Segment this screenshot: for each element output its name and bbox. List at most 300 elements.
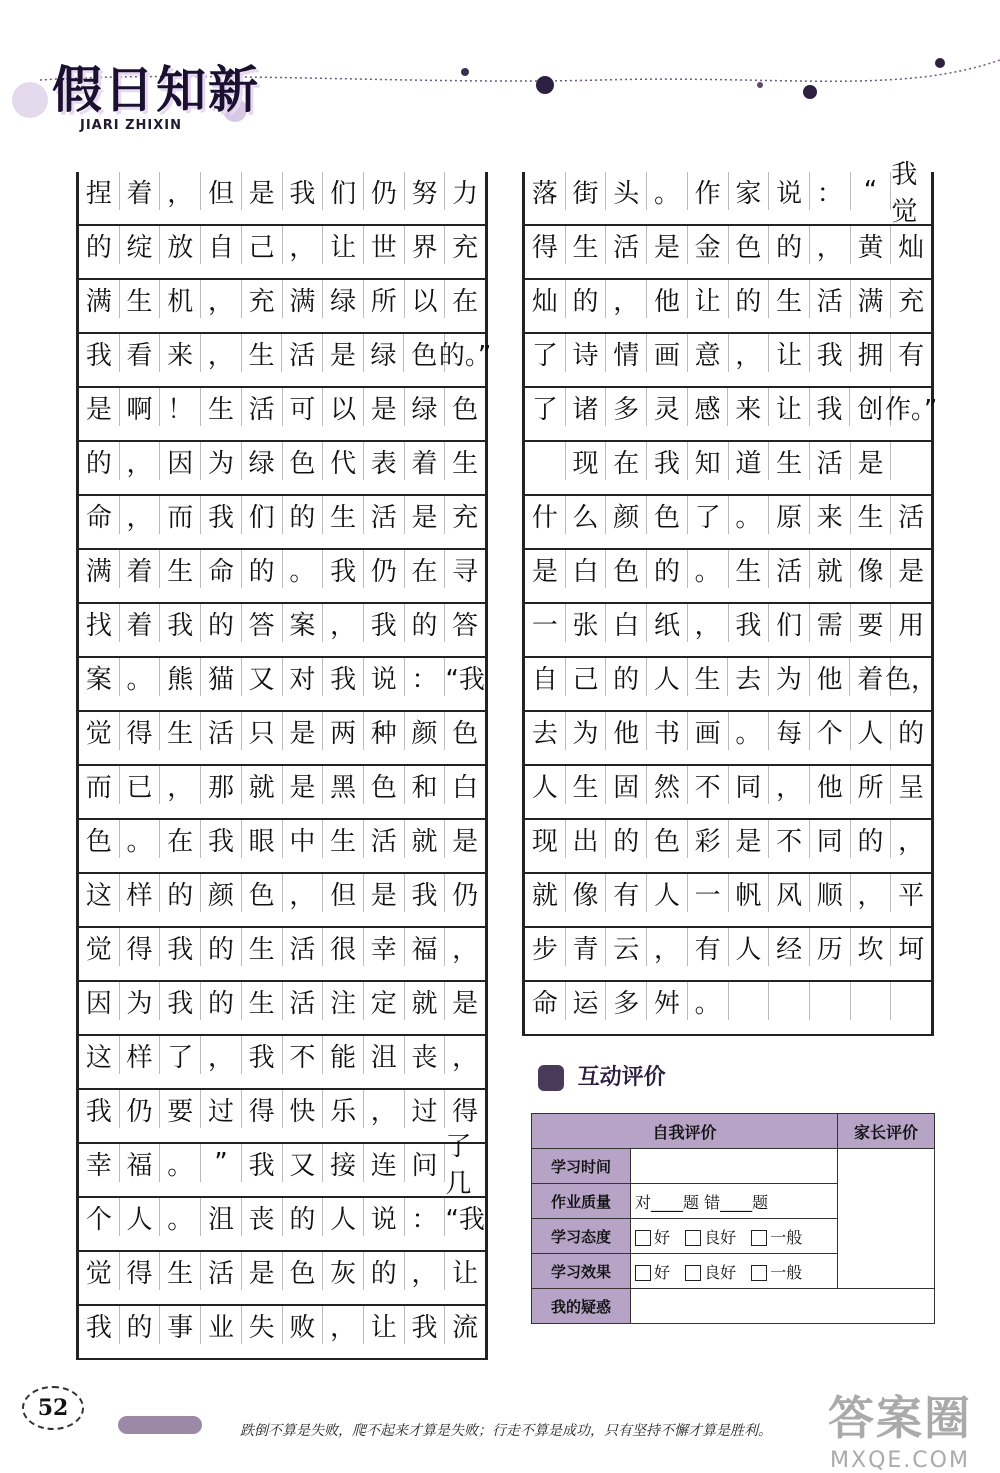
grid-cell: 一 — [688, 874, 729, 912]
grid-cell: 人 — [851, 712, 892, 750]
grid-cell: ， — [201, 1036, 242, 1074]
grid-cell: 颜 — [405, 712, 446, 750]
grid-cell: 道 — [729, 442, 770, 480]
grid-cell: 命 — [79, 496, 120, 534]
footer-motto: 跌倒不算是失败，爬不起来才算是失败；行走不算是成功，只有坚持不懈才算是胜利。 — [240, 1423, 772, 1439]
grid-cell: 让 — [688, 280, 729, 318]
grid-cell: ， — [898, 826, 925, 857]
grid-cell: 来 — [810, 496, 851, 534]
grid-cell: 我 — [201, 496, 242, 534]
grid-cell: 每 — [769, 712, 810, 750]
grid-cell: 觉 — [79, 1252, 120, 1290]
header — [0, 0, 1000, 160]
row-label: 我的疑惑 — [532, 1289, 631, 1324]
grid-cell: ， — [647, 928, 688, 966]
grid-cell: 绿 — [405, 388, 446, 426]
grid-cell: 能 — [323, 1036, 364, 1074]
grid-cell: 的 — [242, 550, 283, 588]
grid-cell: ， — [606, 280, 647, 318]
grid-cell: 因 — [79, 982, 120, 1020]
grid-cell: 创 — [850, 388, 891, 426]
grid-cell: “ — [851, 172, 892, 210]
grid-cell: 他 — [810, 658, 851, 696]
grid-cell: 活 — [898, 502, 925, 533]
grid-cell: 去 — [728, 658, 769, 696]
grid-cell: ： — [810, 172, 851, 210]
grid-cell: 命 — [525, 982, 566, 1020]
grid-cell: 色 — [242, 874, 283, 912]
grid-cell: 很 — [323, 928, 364, 966]
grid-cell: 为 — [120, 982, 161, 1020]
grid-row — [79, 604, 485, 658]
grid-row — [79, 1198, 485, 1252]
grid-cell: 的 — [606, 820, 647, 858]
grid-cell: 了 — [160, 1036, 201, 1074]
grid-row — [79, 280, 485, 334]
grid-cell: 诸 — [566, 388, 607, 426]
grid-cell: ， — [120, 496, 161, 534]
grid-cell: 案 — [283, 604, 324, 642]
grid-cell: 以 — [405, 280, 446, 318]
grid-cell: 像 — [566, 874, 607, 912]
grid-cell: 熊 — [160, 658, 201, 696]
logo-title: 假日知新 — [52, 61, 260, 119]
grid-cell — [891, 442, 931, 480]
grid-cell — [525, 442, 566, 480]
grid-cell: 画 — [688, 712, 729, 750]
grid-cell: 生 — [323, 820, 364, 858]
grid-cell: 为 — [566, 712, 607, 750]
grid-cell: 黑 — [323, 766, 364, 804]
grid-cell: 头 — [606, 172, 647, 210]
grid-cell: 但 — [201, 172, 242, 210]
grid-cell: 绽 — [120, 226, 161, 264]
grid-cell: 是 — [525, 550, 566, 588]
grid-cell: 自 — [201, 226, 242, 264]
grid-cell: 了几 — [445, 1132, 472, 1199]
grid-cell: 。 — [729, 496, 770, 534]
grid-cell: 人 — [323, 1198, 364, 1236]
grid-cell: 有 — [898, 340, 925, 371]
grid-cell: “我 — [445, 1204, 485, 1235]
grid-cell: 得 — [120, 1252, 161, 1290]
grid-cell: 为 — [201, 442, 242, 480]
grid-cell: 活 — [364, 820, 405, 858]
grid-cell: 充 — [452, 502, 479, 533]
grid-cell: 活 — [606, 226, 647, 264]
grid-cell: 注 — [323, 982, 364, 1020]
grid-cell: 。 — [729, 712, 770, 750]
grid-cell: 纸 — [647, 604, 688, 642]
grid-cell: 的 — [79, 442, 120, 480]
grid-cell: 的 — [851, 820, 892, 858]
grid-cell: 不 — [688, 766, 729, 804]
grid-cell: 用 — [898, 610, 925, 641]
grid-cell: 乐 — [323, 1090, 364, 1128]
grid-cell: 们 — [769, 604, 810, 642]
grid-cell: 作 — [688, 172, 729, 210]
grid-cell: 问 — [405, 1144, 446, 1182]
checkbox[interactable] — [685, 1230, 701, 1246]
grid-cell: 让 — [364, 1306, 405, 1344]
grid-row — [525, 604, 931, 658]
grid-cell: 街 — [566, 172, 607, 210]
grid-cell: 么 — [566, 496, 607, 534]
grid-row — [525, 658, 938, 712]
grid-row — [525, 874, 931, 928]
grid-row — [525, 226, 931, 280]
grid-cell: 他 — [647, 280, 688, 318]
grid-cell: 。 — [688, 982, 729, 1020]
grid-cell: 同 — [810, 820, 851, 858]
grid-cell: 沮 — [201, 1198, 242, 1236]
grid-cell: 找 — [79, 604, 120, 642]
grid-row — [79, 874, 485, 928]
grid-cell: 连 — [364, 1144, 405, 1182]
grid-cell: 的 — [647, 550, 688, 588]
grid-cell: 生 — [688, 658, 729, 696]
grid-cell: 活 — [364, 496, 405, 534]
grid-cell: 灵 — [647, 388, 688, 426]
grid-row — [525, 280, 931, 334]
grid-cell: 我 — [323, 550, 364, 588]
grid-cell: 我 — [201, 820, 242, 858]
checkbox[interactable] — [635, 1230, 651, 1246]
grid-cell: 有 — [606, 874, 647, 912]
grid-cell: 色 — [452, 718, 479, 749]
grid-cell: 的 — [160, 874, 201, 912]
grid-cell: 意 — [688, 334, 729, 372]
grid-cell: 机 — [160, 280, 201, 318]
grid-row — [79, 766, 485, 820]
grid-cell: 了 — [525, 334, 566, 372]
grid-cell: 看 — [120, 334, 161, 372]
grid-cell: 步 — [525, 928, 566, 966]
grid-cell: 来 — [728, 388, 769, 426]
parent-eval-field[interactable] — [838, 1149, 935, 1289]
grid-cell: 。 — [160, 1144, 201, 1182]
grid-cell: 绿 — [323, 280, 364, 318]
grid-cell: 生 — [242, 334, 283, 372]
grid-cell: 是 — [79, 388, 120, 426]
grid-cell: 生 — [160, 712, 201, 750]
grid-cell: 但 — [323, 874, 364, 912]
grid-cell: 个 — [810, 712, 851, 750]
grid-cell: 在 — [160, 820, 201, 858]
row-label: 学习时间 — [532, 1149, 631, 1184]
grid-cell: 绿 — [242, 442, 283, 480]
grid-cell: 颜 — [201, 874, 242, 912]
grid-cell: 活 — [201, 1252, 242, 1290]
grid-cell: 白 — [452, 772, 479, 803]
grid-cell: 的 — [201, 982, 242, 1020]
grid-cell: 青 — [566, 928, 607, 966]
grid-cell: 的 — [769, 226, 810, 264]
grid-cell: 人 — [647, 658, 688, 696]
option-label: 一般 — [770, 1227, 803, 1247]
grid-cell — [851, 982, 892, 1020]
grid-cell: 答 — [452, 610, 479, 641]
grid-cell: 败 — [283, 1306, 324, 1344]
grid-cell: ： — [405, 658, 446, 696]
grid-cell — [891, 982, 931, 1020]
grid-cell: 不 — [283, 1036, 324, 1074]
grid-cell: 生 — [160, 550, 201, 588]
grid-cell: 人 — [525, 766, 566, 804]
grid-cell: 们 — [242, 496, 283, 534]
grid-cell: 我 — [364, 604, 405, 642]
grid-cell: 放 — [160, 226, 201, 264]
option-label: 良好 — [704, 1227, 737, 1247]
grid-cell: 色 — [606, 550, 647, 588]
grid-cell: 事 — [160, 1306, 201, 1344]
grid-cell: 仍 — [364, 172, 405, 210]
grid-cell: 生 — [566, 226, 607, 264]
checkbox[interactable] — [751, 1265, 767, 1281]
grid-cell: 人 — [120, 1198, 161, 1236]
grid-cell: 样 — [120, 874, 161, 912]
grid-cell: 充 — [452, 232, 479, 263]
grid-cell: 书 — [647, 712, 688, 750]
grid-row — [79, 1306, 485, 1360]
homework-quality-field[interactable]: 对____题 错____题 — [631, 1184, 838, 1219]
grid-row — [79, 820, 485, 874]
grid-cell: 我 — [79, 1090, 120, 1128]
grid-cell: 世 — [364, 226, 405, 264]
grid-cell: 生 — [242, 928, 283, 966]
grid-cell: 的 — [606, 658, 647, 696]
effect-options — [631, 1254, 838, 1289]
grid-cell: ， — [452, 934, 479, 965]
grid-cell: 历 — [810, 928, 851, 966]
grid-cell: 金 — [688, 226, 729, 264]
grid-cell: 。 — [283, 550, 324, 588]
grid-cell: 生 — [769, 280, 810, 318]
grid-cell: 只 — [242, 712, 283, 750]
grid-cell: 得 — [120, 928, 161, 966]
grid-cell: 我 — [283, 172, 324, 210]
right-writing-grid — [522, 160, 938, 1036]
grid-cell: 生 — [242, 982, 283, 1020]
grid-cell: 代 — [323, 442, 364, 480]
grid-cell: 眼 — [242, 820, 283, 858]
grid-cell: 运 — [566, 982, 607, 1020]
grid-cell: 我 — [810, 334, 851, 372]
grid-cell: 我 — [647, 442, 688, 480]
grid-cell: 界 — [405, 226, 446, 264]
grid-cell: 一 — [525, 604, 566, 642]
grid-cell: 我 — [160, 982, 201, 1020]
grid-cell: 要 — [851, 604, 892, 642]
grid-cell: 啊 — [120, 388, 161, 426]
grid-cell: 活 — [769, 550, 810, 588]
grid-cell: 家 — [729, 172, 770, 210]
checkbox[interactable] — [751, 1230, 767, 1246]
grid-cell: 的 — [283, 496, 324, 534]
grid-cell: ！ — [160, 388, 201, 426]
grid-cell — [769, 982, 810, 1020]
grid-cell: 就 — [242, 766, 283, 804]
page-number: 52 — [22, 1386, 84, 1430]
grid-cell: ， — [160, 172, 201, 210]
grid-row — [525, 442, 931, 496]
grid-cell: 仍 — [120, 1090, 161, 1128]
grid-cell: 坎 — [851, 928, 892, 966]
grid-cell: 的 — [729, 280, 770, 318]
questions-field[interactable] — [631, 1289, 935, 1324]
grid-cell: 业 — [201, 1306, 242, 1344]
grid-cell: 力 — [452, 178, 479, 209]
grid-cell: 。 — [120, 820, 161, 858]
grid-cell: 他 — [606, 712, 647, 750]
grid-cell: 有 — [688, 928, 729, 966]
grid-cell: 生 — [452, 448, 479, 479]
option-label: 好 — [654, 1262, 671, 1282]
grid-cell: 所 — [851, 766, 892, 804]
grid-cell: 来 — [160, 334, 201, 372]
grid-cell: 的。” — [438, 340, 492, 371]
grid-cell: 生 — [566, 766, 607, 804]
grid-cell: ， — [364, 1090, 405, 1128]
grid-row — [79, 658, 485, 712]
grid-cell: 寻 — [452, 556, 479, 587]
grid-cell: 在 — [606, 442, 647, 480]
grid-cell: 我 — [79, 334, 120, 372]
grid-row — [525, 550, 931, 604]
grid-cell: 生 — [160, 1252, 201, 1290]
logo-subtitle: JIARI ZHIXIN — [80, 118, 182, 133]
evaluation-title — [538, 1060, 666, 1091]
grid-cell: 的 — [898, 718, 925, 749]
grid-cell: 过 — [201, 1090, 242, 1128]
grid-cell: 的 — [364, 1252, 405, 1290]
study-time-field[interactable] — [631, 1149, 838, 1184]
grid-cell: 而 — [160, 496, 201, 534]
grid-cell: 的 — [405, 604, 446, 642]
grid-row — [79, 1090, 485, 1144]
grid-cell — [810, 982, 851, 1020]
grid-cell: ， — [729, 334, 770, 372]
left-writing-grid — [76, 172, 492, 1360]
grid-cell: ， — [769, 766, 810, 804]
grid-cell: 为 — [769, 658, 810, 696]
grid-cell: 以 — [323, 388, 364, 426]
grid-cell: 他 — [810, 766, 851, 804]
self-eval-header: 自我评价 — [532, 1114, 838, 1149]
grid-cell: 颜 — [606, 496, 647, 534]
grid-cell: 是 — [283, 712, 324, 750]
grid-row — [79, 1132, 485, 1199]
watermark-main: 答案圈 — [828, 1391, 972, 1445]
grid-cell: 生 — [323, 496, 364, 534]
checkbox[interactable] — [685, 1265, 701, 1281]
grid-cell: 丧 — [242, 1198, 283, 1236]
grid-cell: 得 — [525, 226, 566, 264]
grid-cell: 我 — [79, 1306, 120, 1344]
grid-cell: 捏 — [79, 172, 120, 210]
grid-cell: 两 — [323, 712, 364, 750]
grid-cell: 黄 — [851, 226, 892, 264]
grid-cell: 呈 — [898, 772, 925, 803]
grid-cell: 就 — [405, 820, 446, 858]
grid-cell: ， — [452, 1042, 479, 1073]
evaluation-table — [531, 1113, 935, 1324]
grid-row — [79, 550, 485, 604]
grid-cell: 让 — [452, 1258, 479, 1289]
grid-cell: 我 — [405, 874, 446, 912]
grid-cell: 灰 — [323, 1252, 364, 1290]
grid-row — [79, 712, 485, 766]
row-label: 作业质量 — [532, 1184, 631, 1219]
grid-cell: 白 — [606, 604, 647, 642]
grid-cell: 满 — [79, 280, 120, 318]
checkbox[interactable] — [635, 1265, 651, 1281]
grid-cell: 色 — [647, 820, 688, 858]
grid-cell: 我 — [405, 1306, 446, 1344]
row-label: 学习态度 — [532, 1219, 631, 1254]
grid-cell: 让 — [769, 388, 810, 426]
grid-cell: 满 — [851, 280, 892, 318]
grid-cell: 要 — [160, 1090, 201, 1128]
grid-cell: 的 — [566, 280, 607, 318]
grid-cell: ， — [283, 874, 324, 912]
grid-cell: 我 — [160, 604, 201, 642]
grid-cell: ， — [810, 226, 851, 264]
grid-row — [79, 388, 485, 442]
grid-cell: 是 — [364, 874, 405, 912]
grid-cell: 平 — [898, 880, 925, 911]
grid-cell: 幸 — [79, 1144, 120, 1182]
grid-cell: 对 — [283, 658, 324, 696]
grid-cell: 色 — [283, 1252, 324, 1290]
grid-cell: 努 — [405, 172, 446, 210]
grid-cell: 然 — [647, 766, 688, 804]
grid-cell: 让 — [323, 226, 364, 264]
grid-cell: 是 — [405, 496, 446, 534]
grid-cell: 又 — [283, 1144, 324, 1182]
grid-cell: 是 — [323, 334, 364, 372]
grid-cell: 现 — [566, 442, 607, 480]
grid-cell: 。 — [120, 658, 161, 696]
grid-cell: 出 — [566, 820, 607, 858]
grid-cell: 现 — [525, 820, 566, 858]
grid-cell: 就 — [810, 550, 851, 588]
grid-cell: 在 — [405, 550, 446, 588]
grid-cell: 满 — [79, 550, 120, 588]
grid-cell: 不 — [769, 820, 810, 858]
grid-row — [525, 928, 931, 982]
grid-cell: 情 — [606, 334, 647, 372]
grid-cell: 着 — [850, 658, 891, 696]
grid-cell: 表 — [364, 442, 405, 480]
grid-cell: 知 — [688, 442, 729, 480]
grid-cell: 活 — [810, 280, 851, 318]
grid-cell: 们 — [323, 172, 364, 210]
grid-cell: 像 — [851, 550, 892, 588]
grid-cell: 己 — [242, 226, 283, 264]
grid-cell: 绿 — [364, 334, 405, 372]
parent-eval-header: 家长评价 — [838, 1114, 935, 1149]
grid-cell: 中 — [283, 820, 324, 858]
grid-cell: 得 — [242, 1090, 283, 1128]
grid-cell: 在 — [452, 286, 479, 317]
grid-cell: 了 — [688, 496, 729, 534]
grid-cell: 就 — [405, 982, 446, 1020]
grid-cell: 多 — [606, 388, 647, 426]
watermark — [828, 1382, 972, 1473]
grid-cell: 觉 — [79, 928, 120, 966]
grid-cell: 同 — [729, 766, 770, 804]
